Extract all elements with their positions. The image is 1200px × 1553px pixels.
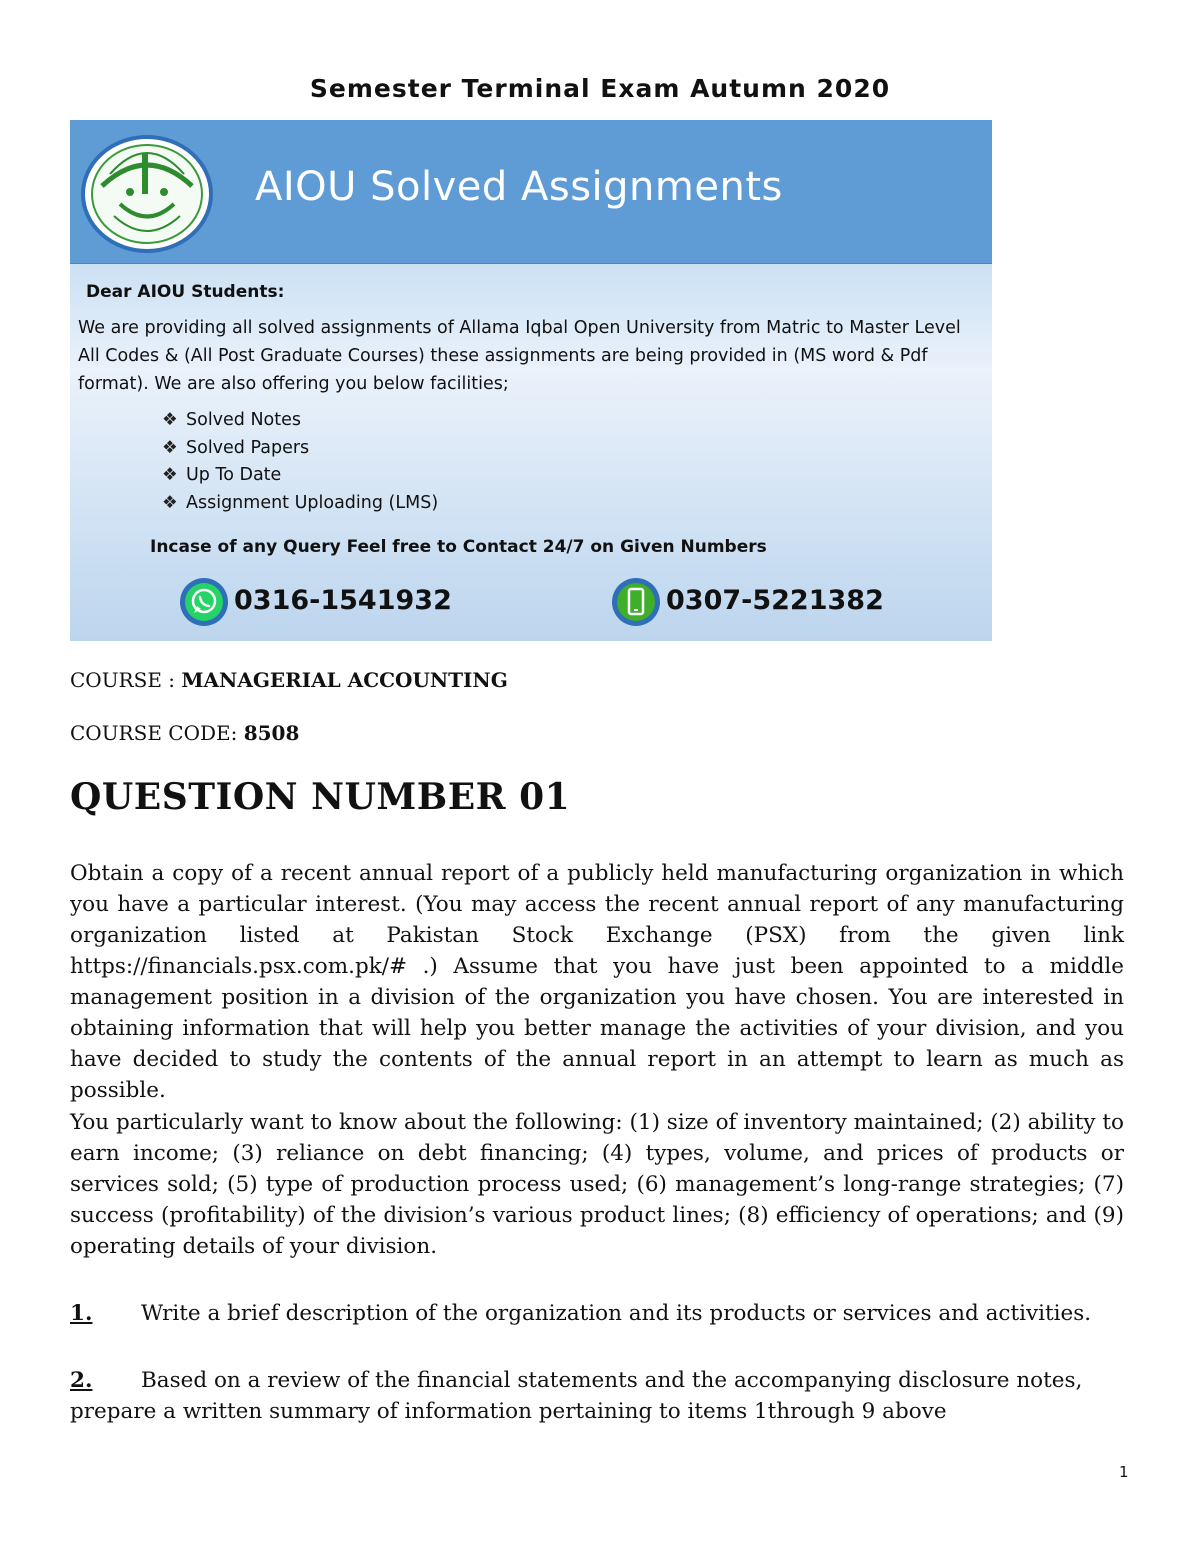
question-heading: QUESTION NUMBER 01 (70, 776, 571, 818)
banner-title: AIOU Solved Assignments (255, 164, 783, 210)
diamond-bullet-icon: ❖ (162, 492, 178, 513)
phone-icon (610, 576, 662, 628)
whatsapp-icon (178, 576, 230, 628)
task-number: 1. (70, 1301, 93, 1326)
exam-title: Semester Terminal Exam Autumn 2020 (309, 74, 891, 103)
question-paragraph-1: Obtain a copy of a recent annual report of a publicly held manufacturing organization in which you have a particular interest. (You may access the recent annual report of any manufacturing organization listed at Pakistan Stock Exchange (PSX) from the given link https://financials.psx.com.pk/# .) Assume that you have just been appointed to a middle management position in a division of the organization you have chosen. You are interested in obtaining information that will help you better manage the activities of your division, and you have decided to study the contents of the annual report in an attempt to learn as much as possible. (70, 861, 1124, 1103)
course-code-line: COURSE CODE: 8508 (70, 721, 300, 745)
task-item: 2. Based on a review of the financial statements and the accompanying disclosure notes, prepare a written summary of information pertaining to items 1through 9 above (70, 1365, 1124, 1427)
diamond-bullet-icon: ❖ (162, 465, 178, 485)
whatsapp-number: 0316-1541932 (234, 585, 452, 616)
phone-number: 0307-5221382 (666, 585, 884, 616)
list-item: ❖ Solved Papers (162, 435, 438, 463)
page-number: 1 (1119, 1463, 1129, 1481)
list-item: ❖ Up To Date (162, 462, 438, 490)
diamond-bullet-icon: ❖ (162, 437, 178, 458)
question-paragraph-2: You particularly want to know about the following: (1) size of inventory maintained; (2) ability to earn income; (3) reliance on debt financing; (4) types, volume, and prices of products or services sold; (5) type of production process used; (6) management’s long-range strategies; (7) success (profitability) of the division’s various product lines; (8) efficiency of operations; and (9) operating details of your division. (70, 1110, 1124, 1259)
diamond-bullet-icon: ❖ (162, 410, 178, 430)
greeting: Dear AIOU Students: (86, 282, 285, 302)
course-name: MANAGERIAL ACCOUNTING (181, 668, 508, 692)
task-item: 1. Write a brief description of the organization and its products or services and activities. (70, 1298, 1124, 1329)
university-logo-icon (80, 134, 215, 254)
course-line: COURSE : MANAGERIAL ACCOUNTING (70, 668, 508, 692)
course-code: 8508 (243, 721, 300, 745)
aiou-banner (70, 120, 992, 641)
banner-header (70, 120, 992, 264)
intro-text: We are providing all solved assignments of Allama Iqbal Open University from Matric to Master Level All Codes & (All Post Graduate Courses) these assignments are being provided in (MS word & Pdf format). We are also offering you below facilities; (78, 318, 961, 394)
list-item: ❖ Solved Notes (162, 407, 438, 435)
features-list (162, 407, 438, 517)
query-note: Incase of any Query Feel free to Contact 24/7 on Given Numbers (150, 537, 767, 557)
task-number: 2. (70, 1368, 93, 1393)
list-item: ❖ Assignment Uploading (LMS) (162, 490, 438, 518)
